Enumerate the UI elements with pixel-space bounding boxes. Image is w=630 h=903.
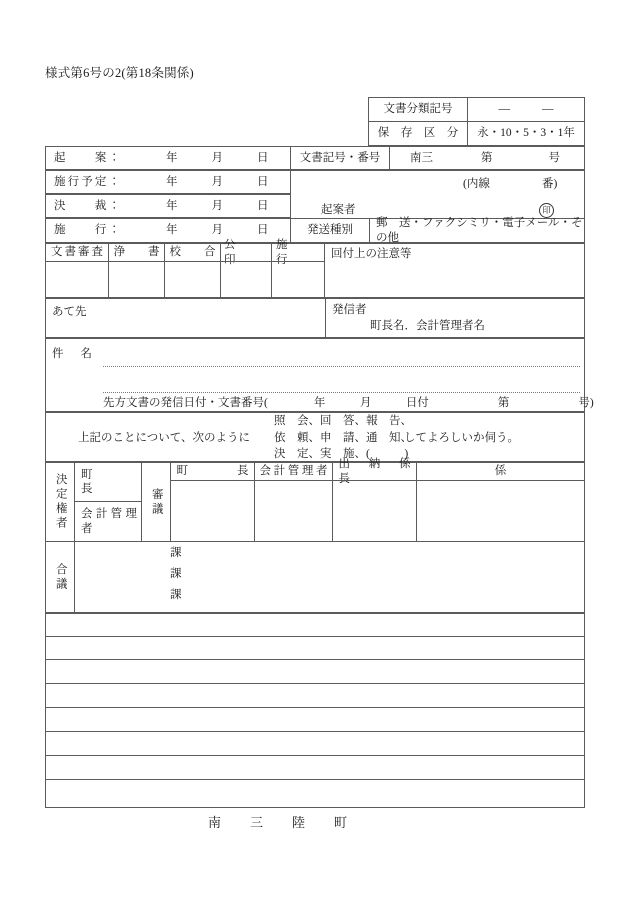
classification-dash-1: —: [498, 103, 510, 116]
circulation-notes-label: 回付上の注意等: [331, 248, 412, 260]
row-shikou-yotei-label: 施行予定：: [54, 175, 120, 188]
review-col-header-4: 施 行: [271, 243, 325, 262]
blank-row[interactable]: [45, 659, 585, 684]
form-title: 様式第6号の2(第18条関係): [45, 66, 194, 80]
request-block[interactable]: [45, 412, 585, 462]
review-stamp-2[interactable]: [164, 261, 221, 298]
blank-row[interactable]: [45, 613, 585, 637]
blank-row[interactable]: [45, 731, 585, 756]
consultation-label-cell: [45, 541, 75, 613]
approval-stamp-3[interactable]: [416, 480, 585, 542]
row-shikou-label: 施 行：: [54, 224, 120, 237]
subject-reference-line: 先方文書の発信日付・文書番号( 年 月 日付 第 号): [103, 397, 594, 409]
row-kessai-day: 日: [257, 199, 269, 212]
retention-value[interactable]: 永・10・5・3・1年: [467, 121, 585, 146]
review-stamp-1[interactable]: [108, 261, 165, 298]
review-col-header-0: 文書審査: [45, 243, 109, 262]
sender-label: 発信者: [332, 304, 367, 316]
row-shikou-yotei[interactable]: [45, 170, 291, 194]
sender-value: 町長名．会計管理者名: [370, 320, 485, 332]
request-option-2: 決 定、実 施、( ): [274, 448, 409, 461]
approval-col-header-0: 町 長: [170, 462, 255, 481]
footer-town-name: 南 三 陸 町: [208, 815, 349, 830]
consultation-body[interactable]: [74, 541, 585, 613]
classification-dash-2: —: [542, 103, 554, 116]
drafter-extension-label: (内線: [463, 178, 490, 190]
consultation-item-2: 課: [170, 589, 182, 601]
row-kian-day: 日: [257, 151, 269, 164]
classification-category-label: 文書分類記号: [368, 97, 468, 122]
drafter-label: 起案者: [321, 204, 356, 216]
authority-item-1[interactable]: 会計管理者: [74, 501, 142, 542]
drafter-extension-suffix: 番): [542, 178, 558, 190]
request-option-0: 照 会、回 答、報 告、: [274, 415, 412, 427]
review-col-header-1: 浄 書: [108, 243, 165, 262]
blank-row[interactable]: [45, 755, 585, 780]
blank-row[interactable]: [45, 707, 585, 732]
row-kessai-label: 決 裁：: [54, 199, 120, 212]
row-shikou-day: 日: [257, 224, 269, 237]
row-kessai[interactable]: [45, 194, 291, 218]
approval-stamp-0[interactable]: [170, 480, 255, 542]
authority-label-cell: [45, 462, 75, 542]
blank-row[interactable]: [45, 683, 585, 708]
review-col-header-2: 校 合: [164, 243, 221, 262]
request-tail: してよろしいか伺う。: [404, 432, 519, 444]
doc-number-prefix: 南三: [410, 151, 433, 164]
retention-label: 保 存 区 分: [368, 121, 468, 146]
row-shikou-yotei-day: 日: [257, 175, 269, 188]
deliberation-label-cell: [141, 462, 171, 542]
blank-row[interactable]: [45, 636, 585, 660]
recipient-label: あて先: [52, 306, 87, 318]
approval-stamp-2[interactable]: [332, 480, 417, 542]
request-lead: 上記のことについて、次のように: [78, 432, 251, 444]
recipient-block[interactable]: [45, 298, 326, 338]
subject-write-line-1[interactable]: [103, 366, 580, 367]
doc-number-label: 文書記号・番号: [290, 146, 390, 170]
approval-col-header-3: 係: [416, 462, 585, 481]
doc-number-dai: 第: [481, 151, 493, 164]
subject-write-line-2[interactable]: [103, 392, 580, 393]
subject-block[interactable]: [45, 338, 594, 412]
doc-number-value[interactable]: [389, 146, 585, 170]
row-shikou-month: 月: [211, 224, 223, 237]
row-kian[interactable]: [45, 146, 291, 170]
classification-category-value[interactable]: [467, 97, 585, 122]
approval-col-header-2: 出 納 係 長: [332, 462, 417, 481]
row-kian-month: 月: [211, 151, 223, 164]
consultation-label: 合議: [54, 562, 67, 592]
sender-block[interactable]: [325, 298, 585, 338]
request-option-1: 依 頼、申 請、通 知、: [274, 431, 412, 444]
review-stamp-4[interactable]: [271, 261, 325, 298]
row-kessai-year: 年: [166, 199, 178, 212]
review-col-header-3: 公 印: [220, 243, 272, 262]
authority-item-0[interactable]: 町 長: [74, 462, 142, 502]
consultation-item-1: 課: [170, 568, 182, 580]
row-kian-label: 起 案：: [54, 151, 120, 164]
doc-number-gou: 号: [548, 151, 560, 164]
dispatch-label: 発送種別: [290, 218, 370, 243]
row-shikou-year: 年: [166, 224, 178, 237]
row-shikou-yotei-year: 年: [166, 175, 178, 188]
deliberation-label: 審議: [150, 487, 163, 517]
approval-col-header-1: 会計管理者: [254, 462, 333, 481]
circulation-notes[interactable]: [324, 243, 585, 298]
blank-row[interactable]: [45, 779, 585, 808]
request-options[interactable]: [274, 415, 412, 461]
row-kian-year: 年: [166, 151, 178, 164]
row-kessai-month: 月: [211, 199, 223, 212]
subject-label: 件 名: [52, 348, 92, 360]
authority-label: 決定権者: [54, 473, 67, 531]
review-stamp-3[interactable]: [220, 261, 272, 298]
consultation-item-0: 課: [170, 547, 182, 559]
review-stamp-0[interactable]: [45, 261, 109, 298]
dispatch-options[interactable]: 郵 送・ファクシミリ・電子メール・その他: [369, 218, 585, 243]
row-shikou-yotei-month: 月: [211, 175, 223, 188]
approval-stamp-1[interactable]: [254, 480, 333, 542]
seal-glyph: 印: [539, 203, 554, 218]
